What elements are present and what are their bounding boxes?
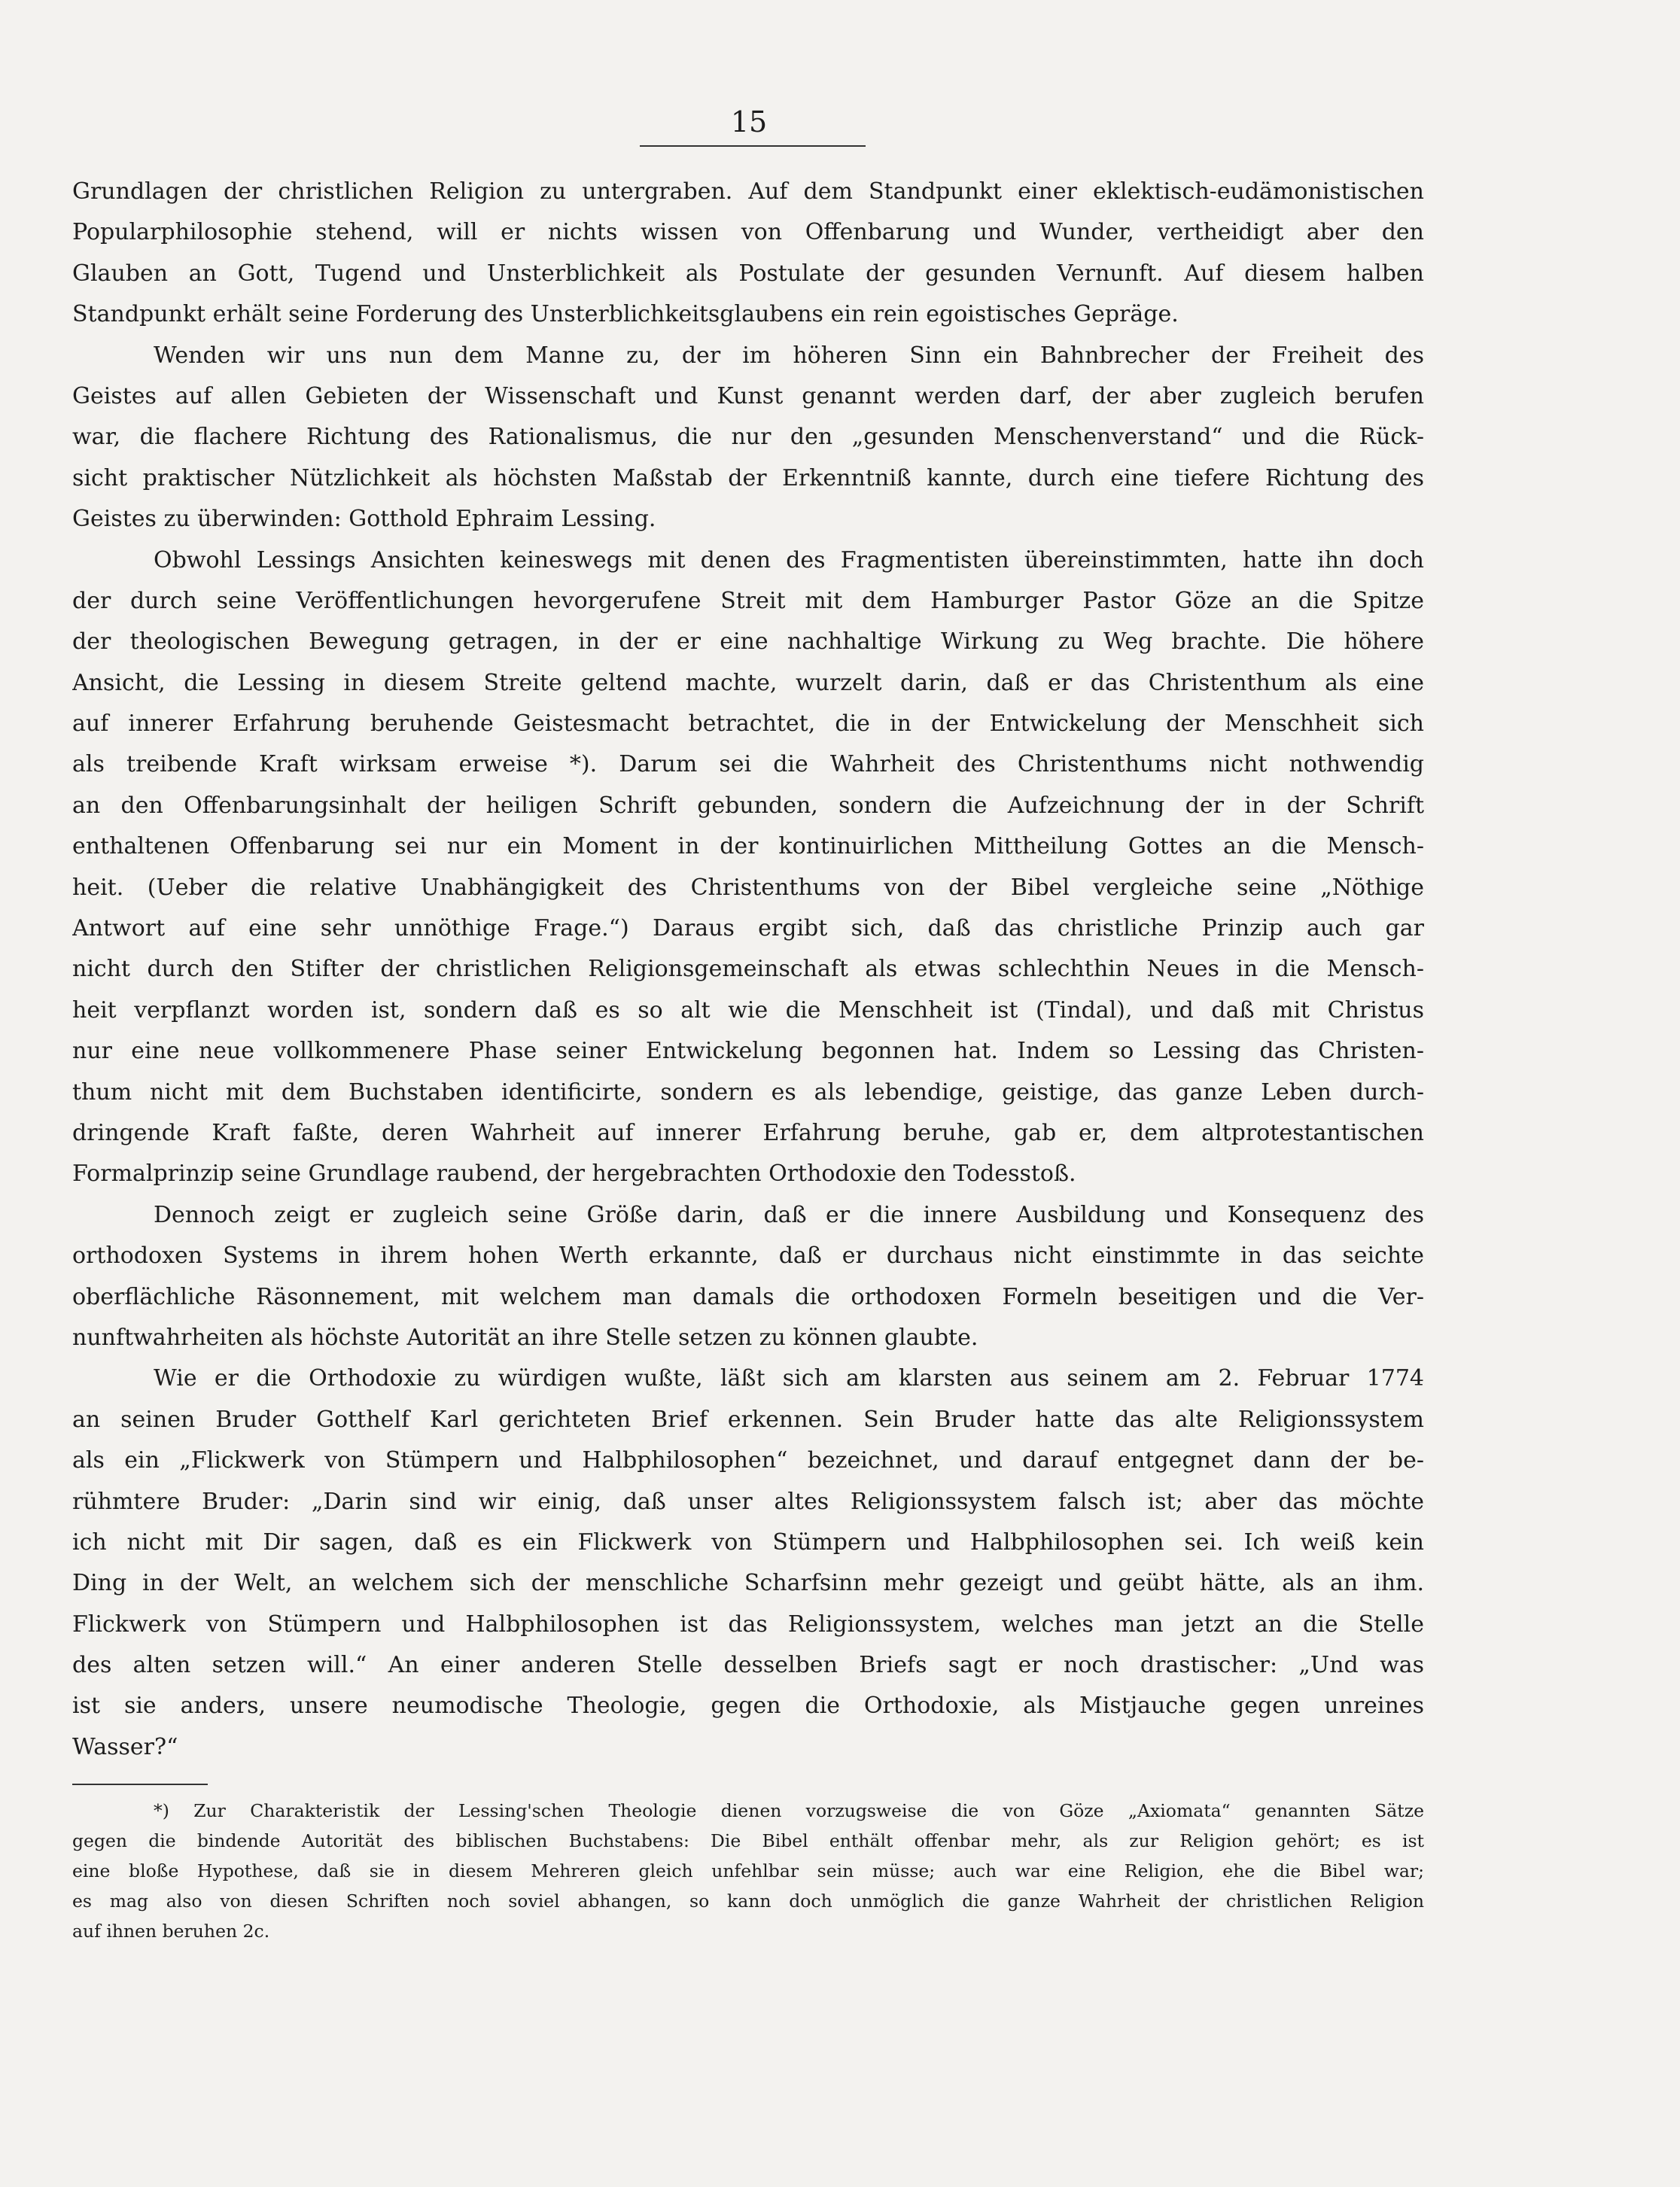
text-line: der durch seine Veröffentlichungen hevorgerufene Streit mit dem Hamburger Pastor Göze an die Spitze: [72, 587, 1424, 614]
paragraph: [72, 1195, 1424, 1359]
text-line: Standpunkt erhält seine Forderung des Unsterblichkeitsglaubens ein rein egoistisches Gepräge.: [72, 301, 1179, 328]
footnote-rule: [72, 1784, 208, 1785]
text-line: nunftwahrheiten als höchste Autorität an ihre Stelle setzen zu können glaubte.: [72, 1324, 978, 1351]
footnote-line: es mag also von diesen Schriften noch soviel abhangen, so kann doch unmöglich die ganze Wahrheit der christlichen Religion: [72, 1890, 1424, 1912]
paragraph: [72, 1358, 1424, 1768]
text-line: heit verpflanzt worden ist, sondern daß es so alt wie die Menschheit ist (Tindal), und daß mit Christus: [72, 996, 1424, 1024]
text-line: Antwort auf eine sehr unnöthige Frage.“) Daraus ergibt sich, daß das christliche Prinzip auch gar: [72, 915, 1424, 942]
footnote-line: auf ihnen beruhen 2c.: [72, 1921, 270, 1942]
text-line: heit. (Ueber die relative Unabhängigkeit des Christenthums von der Bibel vergleiche seine „Nöthige: [72, 874, 1424, 901]
text-line: ich nicht mit Dir sagen, daß es ein Flickwerk von Stümpern und Halbphilosophen sei. Ich weiß kein: [72, 1528, 1424, 1556]
text-line: Dennoch zeigt er zugleich seine Größe darin, daß er die innere Ausbildung und Konsequenz des: [154, 1201, 1424, 1228]
text-line: thum nicht mit dem Buchstaben identificirte, sondern es als lebendige, geistige, das ganze Leben durch-: [72, 1078, 1424, 1106]
text-line: Formalprinzip seine Grundlage raubend, der hergebrachten Orthodoxie den Todesstoß.: [72, 1160, 1076, 1188]
text-line: Popularphilosophie stehend, will er nichts wissen von Offenbarung und Wunder, vertheidigt aber den: [72, 219, 1424, 246]
text-line: an seinen Bruder Gotthelf Karl gerichteten Brief erkennen. Sein Bruder hatte das alte Religionssystem: [72, 1406, 1424, 1433]
text-line: rühmtere Bruder: „Darin sind wir einig, daß unser altes Religionssystem falsch ist; aber das möchte: [72, 1488, 1424, 1515]
text-line: Flickwerk von Stümpern und Halbphilosophen ist das Religionssystem, welches man jetzt an die Stelle: [72, 1611, 1424, 1638]
paragraph: [72, 336, 1424, 540]
paragraph: [72, 540, 1424, 1195]
text-line: ist sie anders, unsere neumodische Theologie, gegen die Orthodoxie, als Mistjauche gegen unreines: [72, 1693, 1424, 1720]
header-rule: [640, 145, 866, 147]
text-line: Ansicht, die Lessing in diesem Streite geltend machte, wurzelt darin, daß er das Christenthum als eine: [72, 669, 1424, 696]
text-line: Wasser?“: [72, 1733, 178, 1760]
text-line: der theologischen Bewegung getragen, in der er eine nachhaltige Wirkung zu Weg brachte. Die höhere: [72, 628, 1424, 655]
text-line: sicht praktischer Nützlichkeit als höchsten Maßstab der Erkenntniß kannte, durch eine tiefere Richtung des: [72, 464, 1424, 491]
text-line: enthaltenen Offenbarung sei nur ein Moment in der kontinuirlichen Mittheilung Gottes an die Mensch-: [72, 833, 1424, 860]
text-line: auf innerer Erfahrung beruhende Geistesmacht betrachtet, die in der Entwickelung der Menschheit sich: [72, 710, 1424, 738]
text-line: oberflächliche Räsonnement, mit welchem man damals die orthodoxen Formeln beseitigen und die Ver-: [72, 1283, 1424, 1310]
footnote-line: eine bloße Hypothese, daß sie in diesem Mehreren gleich unfehlbar sein müsse; auch war eine Religion, ehe die Bibel war;: [72, 1860, 1424, 1881]
footnote-line: *) Zur Charakteristik der Lessing'schen Theologie dienen vorzugsweise die von Göze „Axiomata“ genannten Sätze: [154, 1800, 1424, 1821]
footnote-line: gegen die bindende Autorität des biblischen Buchstabens: Die Bibel enthält offenbar mehr, als zur Religion gehört; es ist: [72, 1830, 1424, 1851]
text-line: des alten setzen will.“ An einer anderen Stelle desselben Briefs sagt er noch drastischer: „Und was: [72, 1652, 1424, 1679]
text-line: Wenden wir uns nun dem Manne zu, der im höheren Sinn ein Bahnbrecher der Freiheit des: [154, 342, 1424, 369]
text-line: als ein „Flickwerk von Stümpern und Halbphilosophen“ bezeichnet, und darauf entgegnet dann der be-: [72, 1447, 1424, 1474]
page-number: 15: [730, 105, 768, 138]
text-line: Ding in der Welt, an welchem sich der menschliche Scharfsinn mehr gezeigt und geübt hätte, als an ihm.: [72, 1570, 1424, 1597]
text-line: Geistes zu überwinden: Gotthold Ephraim Lessing.: [72, 506, 656, 533]
text-line: Glauben an Gott, Tugend und Unsterblichkeit als Postulate der gesunden Vernunft. Auf diesem halben: [72, 260, 1424, 287]
text-line: Wie er die Orthodoxie zu würdigen wußte, läßt sich am klarsten aus seinem am 2. Februar 1774: [154, 1365, 1424, 1392]
footnote: [72, 1796, 1424, 1946]
text-line: dringende Kraft faßte, deren Wahrheit auf innerer Erfahrung beruhe, gab er, dem altprotestantischen: [72, 1119, 1424, 1146]
text-line: orthodoxen Systems in ihrem hohen Werth erkannte, daß er durchaus nicht einstimmte in das seichte: [72, 1243, 1424, 1270]
text-line: an den Offenbarungsinhalt der heiligen Schrift gebunden, sondern die Aufzeichnung der in der Schrift: [72, 792, 1424, 819]
text-line: nicht durch den Stifter der christlichen Religionsgemeinschaft als etwas schlechthin Neues in die Mensch-: [72, 956, 1424, 983]
text-line: war, die flachere Richtung des Rationalismus, die nur den „gesunden Menschenverstand“ und die Rück-: [72, 424, 1424, 451]
text-line: nur eine neue vollkommenere Phase seiner Entwickelung begonnen hat. Indem so Lessing das Christen-: [72, 1038, 1424, 1065]
text-line: Grundlagen der christlichen Religion zu untergraben. Auf dem Standpunkt einer eklektisch-eudämonistischen: [72, 178, 1424, 205]
text-line: Geistes auf allen Gebieten der Wissenschaft und Kunst genannt werden darf, der aber zugleich berufen: [72, 382, 1424, 409]
text-line: als treibende Kraft wirksam erweise *). Darum sei die Wahrheit des Christenthums nicht nothwendig: [72, 751, 1424, 778]
main-text: [72, 172, 1424, 1768]
text-line: Obwohl Lessings Ansichten keineswegs mit denen des Fragmentisten übereinstimmten, hatte ihn doch: [154, 546, 1424, 573]
paragraph: [72, 172, 1424, 336]
